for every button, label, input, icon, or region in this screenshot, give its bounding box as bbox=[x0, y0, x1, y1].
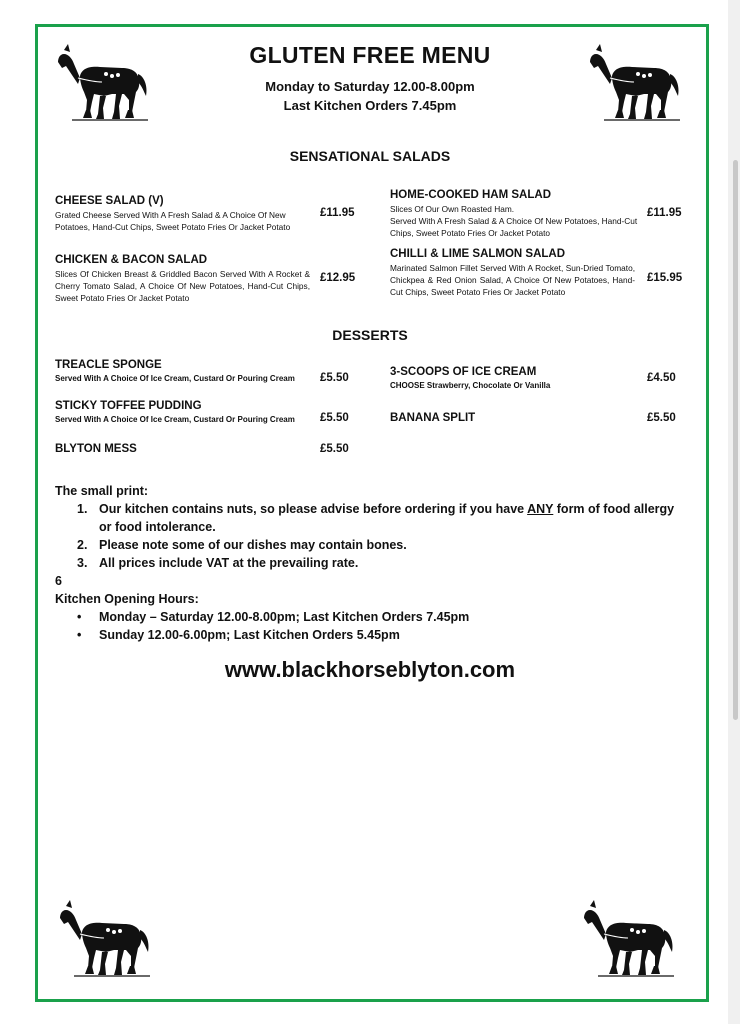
item-description: Slices Of Our Own Roasted Ham. bbox=[390, 204, 515, 214]
list-item bbox=[55, 554, 675, 572]
bullet-icon: • bbox=[77, 610, 82, 624]
last-orders: Last Kitchen Orders 7.45pm bbox=[283, 98, 457, 113]
item-price: £11.95 bbox=[320, 207, 355, 219]
list-text: All prices include VAT at the prevailing rate. bbox=[99, 556, 359, 570]
menu-item bbox=[390, 189, 638, 239]
item-description: Served With A Choice Of Ice Cream, Custard Or Pouring Cream bbox=[55, 415, 295, 424]
item-price: £5.50 bbox=[320, 443, 349, 455]
item-name: 3-SCOOPS OF ICE CREAM bbox=[390, 366, 537, 378]
item-price: £5.50 bbox=[320, 372, 349, 384]
item-description: Slices Of Chicken Breast & Griddled Bacon Served With A Rocket & Cherry Tomato Salad, A Choice Of New Potatoes, Hand-Cut Chips, Sweet Potato Fries Or Jacket Potato bbox=[55, 269, 310, 303]
item-description-text: Strawberry, Chocolate Or Vanilla bbox=[426, 381, 551, 390]
list-text: Our kitchen contains nuts, so please advise before ordering if you have bbox=[99, 502, 528, 516]
item-description bbox=[390, 380, 630, 392]
item-name: TREACLE SPONGE bbox=[55, 359, 162, 371]
shire-horse-icon bbox=[54, 898, 154, 978]
list-text: Sunday 12.00-6.00pm; Last Kitchen Orders 5.45pm bbox=[99, 628, 400, 642]
section-heading-desserts: DESSERTS bbox=[332, 327, 408, 343]
list-item bbox=[55, 500, 675, 536]
list-item bbox=[55, 536, 675, 554]
opening-hours-heading: Kitchen Opening Hours: bbox=[55, 592, 199, 606]
list-item bbox=[55, 626, 675, 644]
item-name: CHILLI & LIME SALMON SALAD bbox=[390, 248, 566, 260]
website-link[interactable]: www.blackhorseblyton.com bbox=[224, 657, 516, 682]
small-print bbox=[55, 482, 675, 644]
list-marker: 2. bbox=[77, 538, 88, 552]
item-name: CHEESE SALAD (V) bbox=[55, 195, 164, 207]
list-text: Please note some of our dishes may contain bones. bbox=[99, 538, 407, 552]
shire-horse-icon bbox=[578, 898, 678, 978]
small-print-list bbox=[55, 500, 675, 572]
item-price: £11.95 bbox=[647, 207, 682, 219]
item-name: HOME-COOKED HAM SALAD bbox=[390, 189, 551, 201]
item-description: Marinated Salmon Fillet Served With A Rocket, Sun-Dried Tomato, Chickpea & Red Onion Salad, A Choice Of New Potatoes, Hand-Cut Chips, Sweet Potato Fries Or Jacket Potato bbox=[390, 263, 635, 297]
list-marker: 1. bbox=[77, 502, 88, 516]
list-item bbox=[55, 608, 675, 626]
list-text: Monday – Saturday 12.00-8.00pm; Last Kitchen Orders 7.45pm bbox=[99, 610, 470, 624]
menu-item bbox=[390, 248, 635, 298]
item-description-prefix: CHOOSE bbox=[390, 381, 427, 390]
item-description: Served With A Choice Of Ice Cream, Custard Or Pouring Cream bbox=[55, 374, 295, 383]
item-description: Grated Cheese Served With A Fresh Salad & A Choice Of New Potatoes, Hand-Cut Chips, Sweet Potato Fries Or Jacket Potato bbox=[55, 210, 291, 232]
item-price: £5.50 bbox=[647, 412, 676, 424]
menu-item bbox=[55, 195, 310, 233]
menu-item bbox=[55, 254, 310, 304]
item-name: CHICKEN & BACON SALAD bbox=[55, 254, 208, 266]
opening-times: Monday to Saturday 12.00-8.00pm bbox=[265, 79, 475, 94]
item-name: BLYTON MESS bbox=[55, 443, 137, 455]
list-marker: 3. bbox=[77, 556, 88, 570]
scrollbar[interactable] bbox=[733, 160, 738, 720]
stray-number: 6 bbox=[55, 574, 62, 588]
item-price: £5.50 bbox=[320, 412, 349, 424]
bullet-icon: • bbox=[77, 628, 82, 642]
list-text-emphasis: ANY bbox=[527, 502, 554, 516]
menu-item bbox=[390, 366, 630, 392]
item-price: £15.95 bbox=[647, 272, 683, 284]
item-name: STICKY TOFFEE PUDDING bbox=[55, 400, 202, 412]
opening-hours-list bbox=[55, 608, 675, 644]
section-heading-salads: SENSATIONAL SALADS bbox=[289, 148, 451, 164]
item-name: BANANA SPLIT bbox=[390, 412, 476, 424]
item-description: Served With A Fresh Salad & A Choice Of New Potatoes, Hand-Cut Chips, Sweet Potato Fries Or Jacket Potato bbox=[390, 216, 638, 238]
item-price: £4.50 bbox=[647, 372, 676, 384]
page-title: GLUTEN FREE MENU bbox=[249, 42, 491, 68]
list-text: form of food allergy or food intolerance. bbox=[99, 502, 675, 534]
menu-item bbox=[55, 400, 295, 426]
small-print-heading: The small print: bbox=[55, 484, 149, 498]
menu-item bbox=[55, 359, 295, 385]
item-price: £12.95 bbox=[320, 272, 356, 284]
